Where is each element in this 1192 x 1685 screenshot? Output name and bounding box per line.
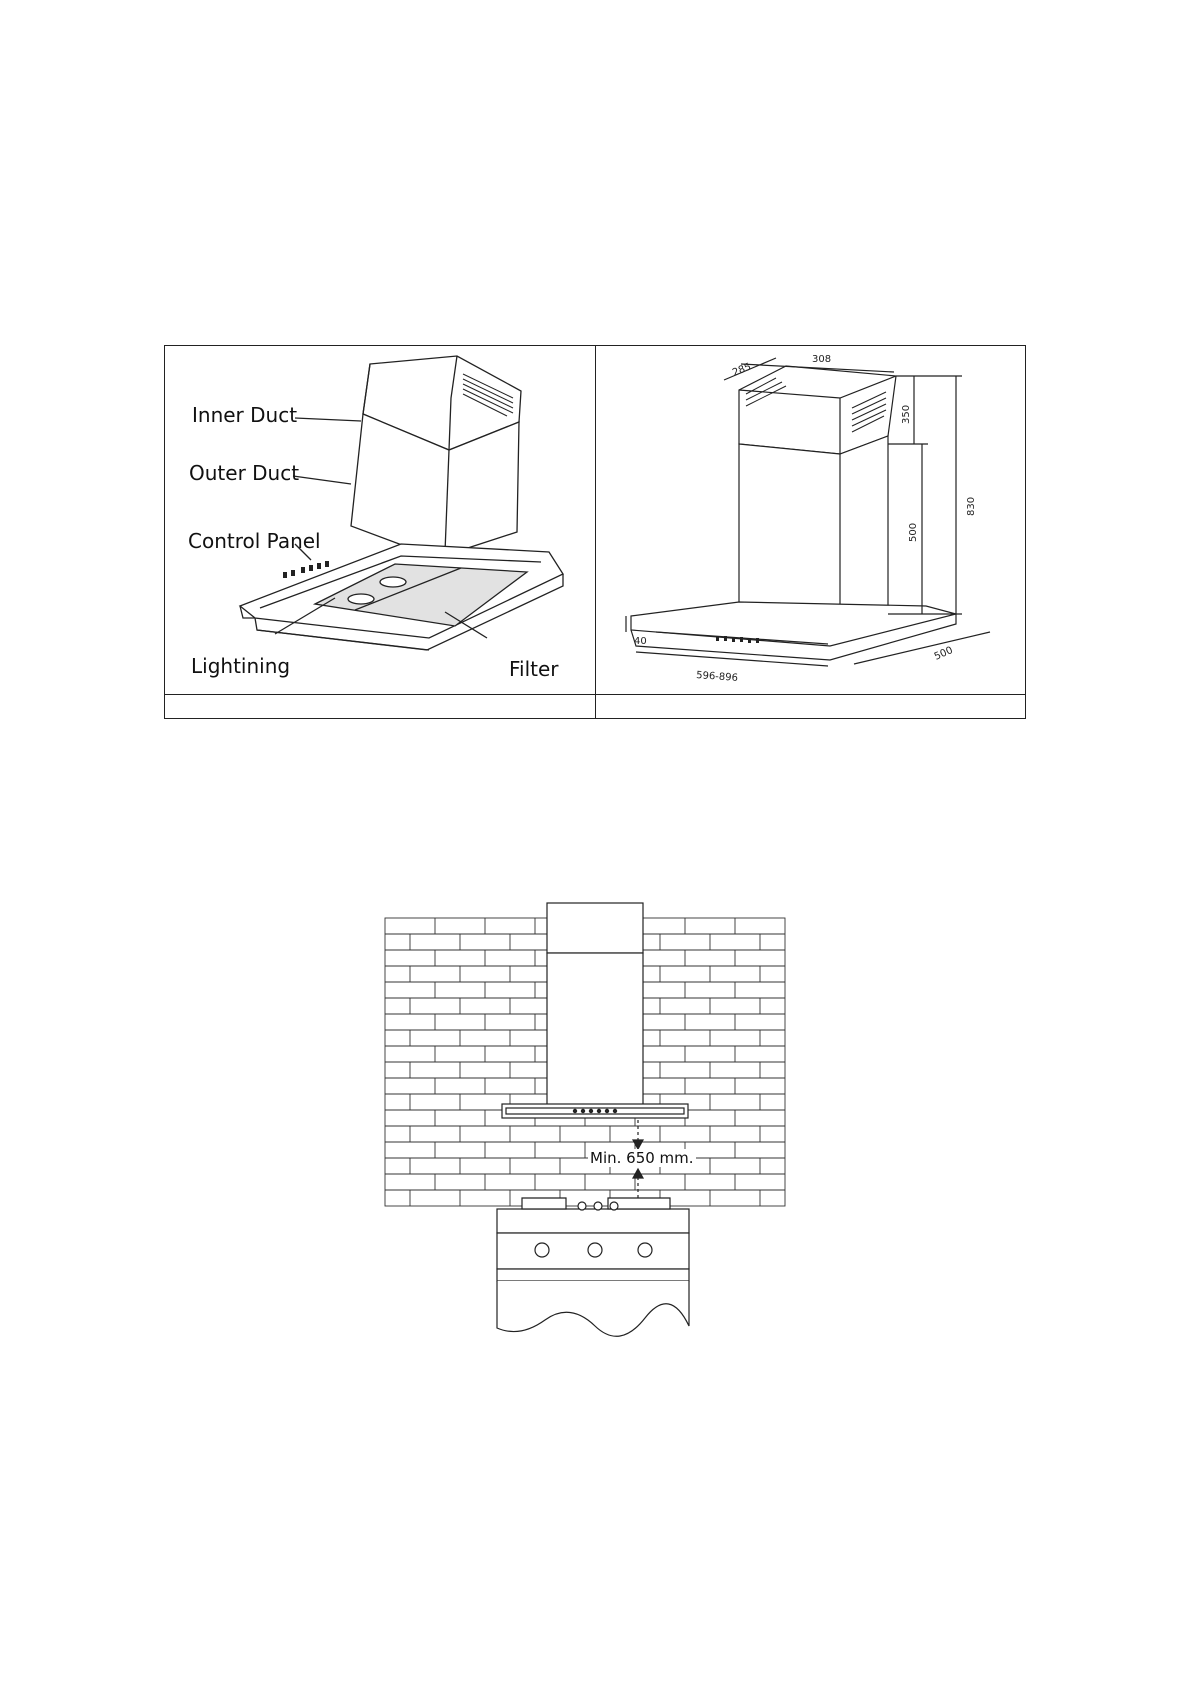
clearance-label: Min. 650 mm. <box>590 1149 694 1167</box>
installation-diagram <box>370 898 820 1338</box>
dim-canopy-depth: 500 <box>932 644 955 663</box>
label-outer-duct: Outer Duct <box>189 461 300 485</box>
label-control-panel: Control Panel <box>188 529 321 553</box>
table-divider-horizontal <box>165 694 1025 695</box>
dim-total-height: 830 <box>966 496 977 516</box>
dim-canopy-width: 596-896 <box>695 670 739 684</box>
diagram-table <box>164 345 1026 719</box>
dim-outer-duct-height: 500 <box>908 522 919 542</box>
installation-drawing <box>370 898 820 1338</box>
label-inner-duct: Inner Duct <box>192 403 298 427</box>
dim-top-depth: 285 <box>731 361 753 379</box>
cooker <box>497 1198 689 1336</box>
label-filter: Filter <box>509 657 559 681</box>
dim-canopy-thickness: 40 <box>634 636 647 647</box>
parts-diagram <box>165 346 595 694</box>
dim-top-width: 308 <box>812 354 832 365</box>
dimensions-diagram <box>596 346 1025 694</box>
dim-inner-duct-height: 350 <box>901 404 912 424</box>
hood-dimensions-drawing <box>596 346 1025 694</box>
hood-parts-drawing <box>165 346 595 694</box>
label-lightining: Lightining <box>191 654 291 678</box>
